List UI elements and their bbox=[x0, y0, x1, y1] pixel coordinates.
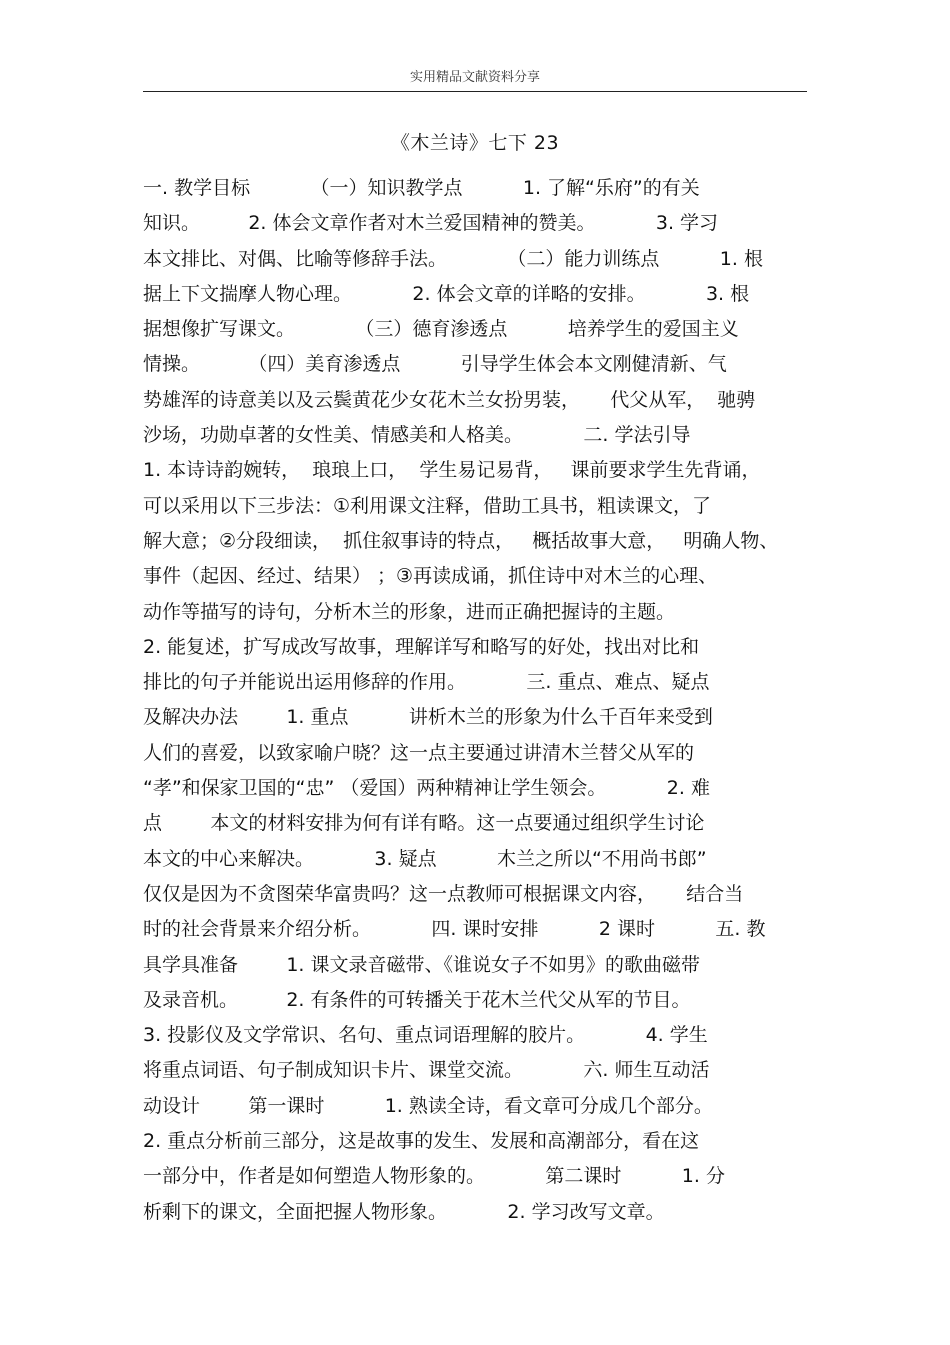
text-line: 3. 投影仪及文学常识、名句、重点词语理解的胶片。 4. 学生 bbox=[143, 1024, 708, 1047]
text-line: 动设计 第一课时 1. 熟读全诗，看文章可分成几个部分。 bbox=[143, 1094, 713, 1117]
text-line: 析剩下的课文，全面把握人物形象。 2. 学习改写文章。 bbox=[143, 1200, 665, 1223]
text-line: 时的社会背景来介绍分析。 四. 课时安排 2 课时 五. 教 bbox=[143, 918, 766, 941]
header-rule bbox=[143, 91, 807, 92]
text-line: 1. 本诗诗韵婉转， 琅琅上口， 学生易记易背， 课前要求学生先背诵， bbox=[143, 459, 761, 482]
text-line: 点 本文的材料安排为何有详有略。这一点要通过组织学生讨论 bbox=[143, 812, 705, 835]
text-line: 情操。 （四）美育渗透点 引导学生体会本文刚健清新、气 bbox=[143, 353, 727, 376]
text-line: 知识。 2. 体会文章作者对木兰爱国精神的赞美。 3. 学习 bbox=[143, 212, 719, 235]
text-line: 2. 能复述，扩写成改写故事，理解详写和略写的好处，找出对比和 bbox=[143, 635, 700, 658]
text-line: 本文的中心来解决。 3. 疑点 木兰之所以“不用尚书郎” bbox=[143, 847, 707, 870]
text-line: 及解决办法 1. 重点 讲析木兰的形象为什么千百年来受到 bbox=[143, 706, 713, 729]
text-line: 仅仅是因为不贪图荣华富贵吗？这一点教师可根据课文内容， 结合当 bbox=[143, 882, 744, 905]
text-line: 一. 教学目标 （一）知识教学点 1. 了解“乐府”的有关 bbox=[143, 177, 700, 199]
text-line: 排比的句子并能说出运用修辞的作用。 三. 重点、难点、疑点 bbox=[143, 671, 710, 694]
text-line: 具学具准备 1. 课文录音磁带、《谁说女子不如男》的歌曲磁带 bbox=[143, 953, 700, 976]
text-line: 可以采用以下三步法：①利用课文注释，借助工具书，粗读课文，了 bbox=[143, 494, 712, 517]
text-line: 沙场，功勋卓著的女性美、情感美和人格美。 二. 学法引导 bbox=[143, 424, 691, 447]
text-line: 及录音机。 2. 有条件的可转播关于花木兰代父从军的节目。 bbox=[143, 988, 691, 1011]
text-line: 人们的喜爱，以致家喻户晓？这一点主要通过讲清木兰替父从军的 bbox=[143, 741, 695, 764]
text-line: 一部分中，作者是如何塑造人物形象的。 第二课时 1. 分 bbox=[143, 1165, 725, 1188]
text-line: 势雄浑的诗意美以及云鬓黄花少女花木兰女扮男装， 代父从军， 驰骋 bbox=[143, 388, 756, 411]
text-line: 事件（起因、经过、结果） ；③再读成诵，抓住诗中对木兰的心理、 bbox=[143, 565, 718, 588]
document-body bbox=[143, 171, 813, 1230]
text-line: 2. 重点分析前三部分，这是故事的发生、发展和高潮部分，看在这 bbox=[143, 1130, 700, 1153]
text-line: “孝”和保家卫国的“忠” （爱国）两种精神让学生领会。 2. 难 bbox=[143, 777, 710, 800]
document-title: 《木兰诗》七下 23 bbox=[390, 132, 560, 154]
text-line: 据想像扩写课文。 （三）德育渗透点 培养学生的爱国主义 bbox=[143, 318, 739, 341]
page-header: 实用精品文献资料分享 bbox=[409, 70, 540, 85]
text-line: 本文排比、对偶、比喻等修辞手法。 （二）能力训练点 1. 根 bbox=[143, 247, 763, 270]
text-line: 据上下文揣摩人物心理。 2. 体会文章的详略的安排。 3. 根 bbox=[143, 282, 750, 305]
text-line: 解大意；②分段细读， 抓住叙事诗的特点， 概括故事大意， 明确人物、 bbox=[143, 529, 779, 552]
text-line: 将重点词语、句子制成知识卡片、课堂交流。 六. 师生互动活 bbox=[143, 1059, 710, 1082]
text-line: 动作等描写的诗句，分析木兰的形象，进而正确把握诗的主题。 bbox=[143, 600, 676, 623]
